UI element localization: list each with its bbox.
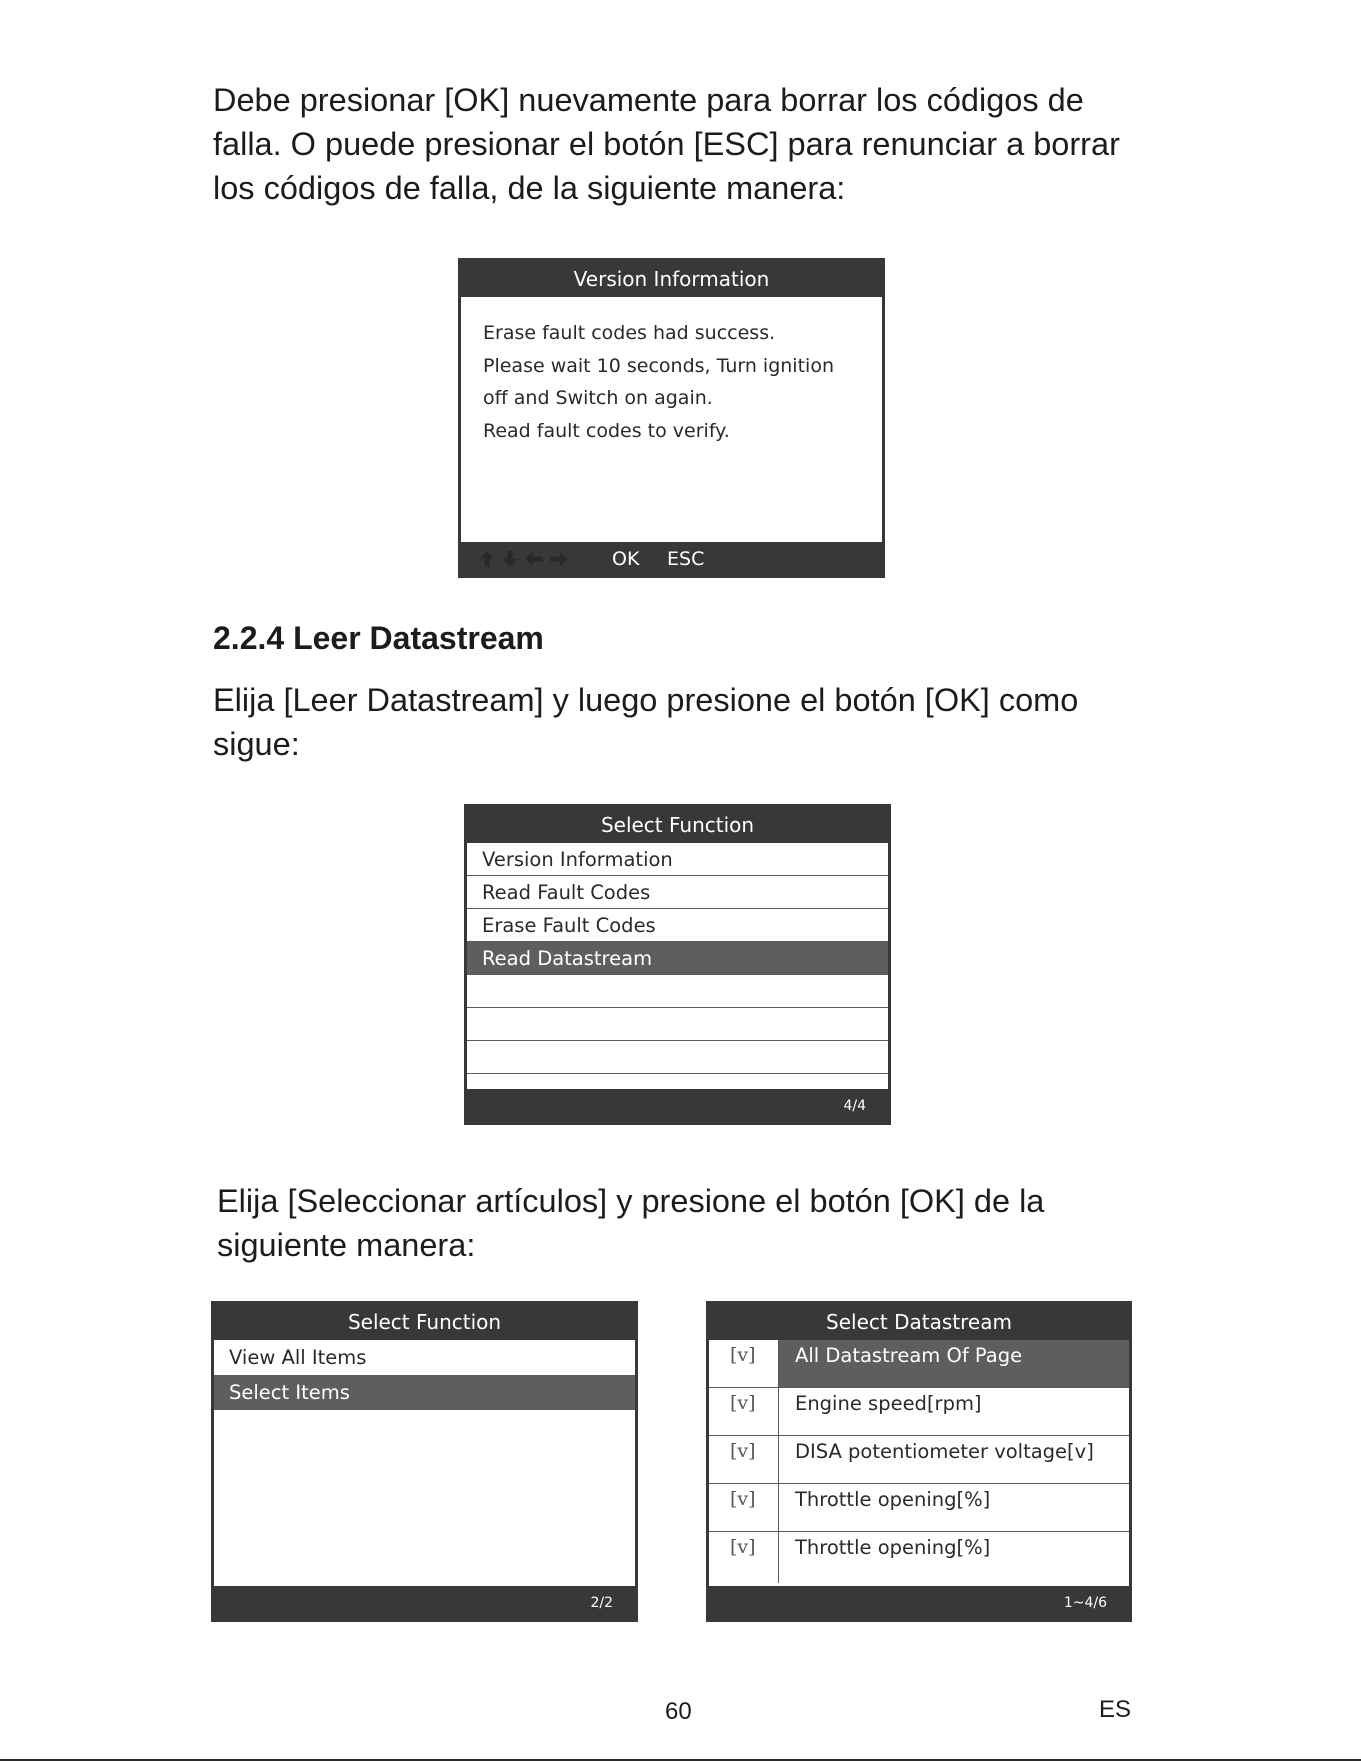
datastream-label: Throttle opening[%] [795,1488,991,1511]
menu-item-select-items[interactable]: Select Items [214,1375,635,1410]
page-indicator: 1~4/6 [1063,1594,1107,1611]
section-heading: 2.2.4 Leer Datastream [213,620,544,656]
datastream-row[interactable] [709,1484,1129,1532]
page-indicator: 4/4 [843,1097,866,1114]
datastream-label: DISA potentiometer voltage[v] [795,1440,1094,1463]
function-list [467,843,888,1074]
page-indicator: 2/2 [590,1594,613,1611]
menu-item-empty [467,975,888,1008]
checkbox-mark[interactable]: [v] [709,1388,779,1435]
arrow-up-icon [477,549,497,569]
datastream-row[interactable] [709,1436,1129,1484]
checkbox-mark[interactable]: [v] [709,1484,779,1531]
screen-select-function-items [211,1301,638,1622]
paragraph-line: Elija [Seleccionar artículos] y presione el botón [OK] de la [217,1183,1045,1219]
screen-footer [461,542,882,575]
screen-title: Select Function [467,807,888,843]
screen-title: Select Function [214,1304,635,1340]
message-line: Erase fault codes had success. [483,322,776,344]
arrow-left-icon [523,549,545,569]
menu-item-empty [467,1041,888,1074]
menu-item-read-fault-codes[interactable]: Read Fault Codes [467,876,888,909]
intro-line: los códigos de falla, de la siguiente manera: [213,170,846,206]
ok-key-label: OK [612,547,640,570]
screen-footer [214,1586,635,1619]
checkbox-mark[interactable]: [v] [709,1532,779,1583]
intro-line: Debe presionar [OK] nuevamente para borrar los códigos de [213,82,1084,118]
screen-select-function [464,804,891,1125]
message-line: off and Switch on again. [483,387,713,409]
section-line: Elija [Leer Datastream] y luego presione el botón [OK] como [213,682,1079,718]
language-code: ES [1099,1696,1132,1723]
checkbox-mark[interactable]: [v] [709,1436,779,1483]
menu-item-erase-fault-codes[interactable]: Erase Fault Codes [467,909,888,942]
datastream-label: Engine speed[rpm] [795,1392,982,1415]
menu-item-read-datastream[interactable]: Read Datastream [467,942,888,975]
menu-item-view-all-items[interactable]: View All Items [229,1346,367,1369]
screen-version-information [458,258,885,578]
screen-footer [467,1089,888,1122]
nav-keys [477,542,570,575]
screen-select-datastream [706,1301,1132,1622]
page-number: 60 [665,1698,692,1725]
screen-title: Select Datastream [709,1304,1129,1340]
message-line: Read fault codes to verify. [483,419,730,442]
arrow-right-icon [548,549,570,569]
paragraph-line: siguiente manera: [217,1227,476,1263]
menu-item-empty [467,1008,888,1041]
screen-message [483,317,864,447]
screen-footer [709,1586,1129,1619]
items-list [214,1340,635,1410]
message-line: Please wait 10 seconds, Turn ignition [483,354,834,377]
datastream-label: All Datastream Of Page [779,1340,1129,1387]
esc-key-label: ESC [667,547,705,570]
intro-line: falla. O puede presionar el botón [ESC] para renunciar a borrar [213,126,1120,162]
checkbox-mark[interactable]: [v] [709,1340,779,1387]
section-line: sigue: [213,726,300,762]
datastream-label: Throttle opening[%] [795,1536,991,1559]
datastream-row[interactable] [709,1532,1129,1583]
arrow-down-icon [500,549,520,569]
datastream-row[interactable] [709,1388,1129,1436]
screen-title: Version Information [461,261,882,297]
datastream-row[interactable] [709,1340,1129,1388]
menu-item-version-information[interactable]: Version Information [467,843,888,876]
